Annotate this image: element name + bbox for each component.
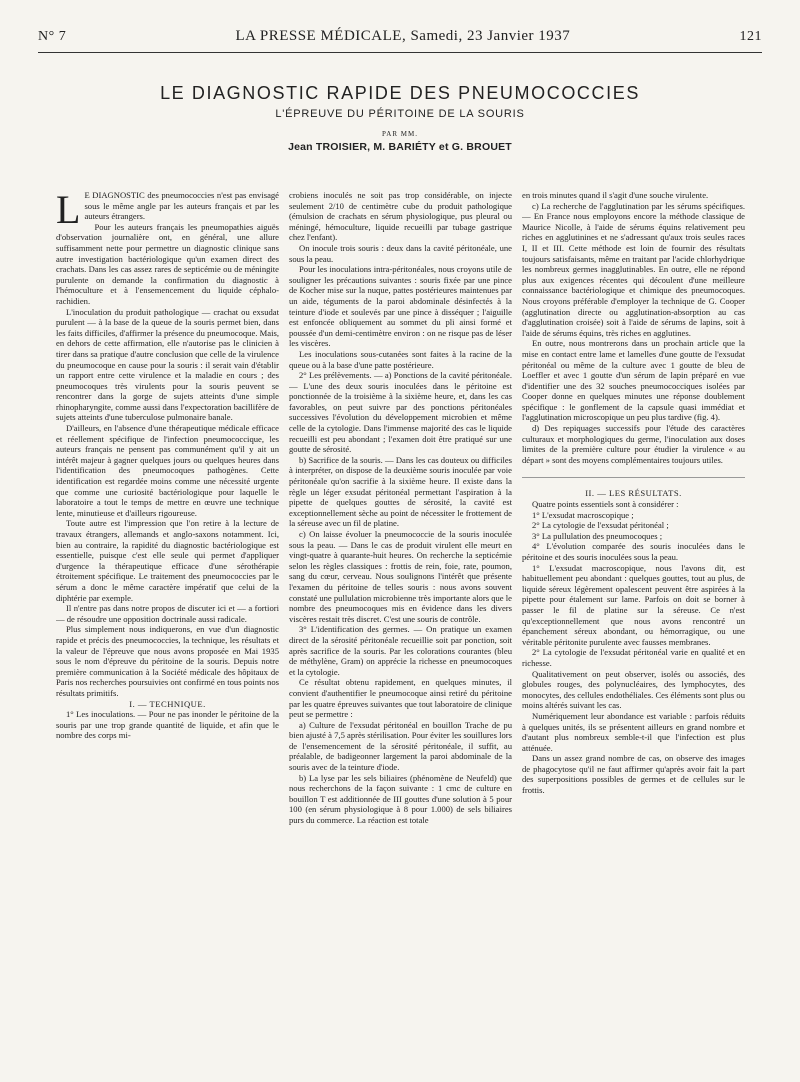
paragraph: En outre, nous montrerons dans un prochain article que la mise en contact entre lame et lamelles d'une goutte de l'exsudat péritonéal ou même de la culture avec 1 goutte de bleu de Loeffler et avec 1 goutte d'un sérum de lapin préparé en vue d'identifier une des 32 souches pneumococciques isolées par Cooper donne en quelques minutes une réponse doublement spécifique : le gonflement de la capsule quasi immédiat et l'agglutination microscopique un peu plus tardive (fig. 4).: [522, 338, 745, 423]
paragraph: crobiens inoculés ne soit pas trop considérable, on injecte seulement 2/10 de centimètre cube du produit pathologique (émulsion de crachats en sérum physiologique, pus pleural ou méningé, hémoculture, liquide recueilli par tubage gastrique chez l'enfant).: [289, 190, 512, 243]
paragraph: c) On laisse évoluer la pneumococcie de la souris inoculée sous la peau. — Dans le cas de produit virulent elle meurt en vingt-quatre à quarante-huit heures. On recherche la septicémie selon les règles classiques : frottis de rein, foie, rate, poumon, sang du cœur, cerveau. Nous soulignons l'intérêt que présente l'examen du péritoine de telles souris : nous avons souvent constaté une pullulation microbienne très importante alors que le nombre des pneumocoques mis en évidence dans les divers viscères restait très discret. C'est une souris de contrôle.: [289, 529, 512, 624]
paragraph: a) Culture de l'exsudat péritonéal en bouillon Trache de pu bien ajusté à 7,5 après stérilisation. Pour éviter les souillures lors de l'ensemencement de la sérosité péritonéale, il suffit, au préalable, de badigeonner largement la paroi abdominale de la souris avec de la teinture d'iode.: [289, 719, 512, 773]
article-subtitle: L'ÉPREUVE DU PÉRITOINE DE LA SOURIS: [275, 108, 525, 120]
paragraph: 3° L'identification des germes. — On pratique un examen direct de la sérosité péritonéale recueillie soit par ponction, soit après sacrifice de la souris. Par les colorations courantes (bleu de méthylène, Gram) on apprécie la richesse en pneumocoques et la cytologie.: [289, 624, 512, 677]
paragraph: Toute autre est l'impression que l'on retire à la lecture de travaux étrangers, allemands et anglo-saxons notamment. Ici, bien au contraire, la rapidité du diagnostic bactériologique est essentielle, puisque c'est elle seule qui permet d'appliquer d'urgence la thérapeutique efficace d'une sérothérapie étroitement spécifique. Le traitement des pneumococcies par le sérum a donc le même caractère impératif que celui de la diphtérie par exemple.: [56, 518, 279, 603]
byline-par: PAR MM.: [382, 130, 418, 138]
paragraph: Pour les auteurs français les pneumopathies aiguës d'observation journalière ont, en général, une allure suffisamment nette pour permettre un diagnostic clinique sans autre investigation bactériologique qu'un examen direct des crachats. Dans les cas assez rares de septicémie ou de méningite purulente on demande la confirmation du diagnostic à l'hémoculture et à l'ensemencement du liquide céphalo-rachidien.: [56, 221, 279, 306]
column-2: [289, 190, 512, 1052]
journal-date: LA PRESSE MÉDICALE, Samedi, 23 Janvier 1937: [235, 28, 571, 44]
text-columns: [56, 190, 746, 1052]
list-item: 2° La cytologie de l'exsudat péritonéal ;: [532, 520, 669, 531]
list-item: 3° La pullulation des pneumocoques ;: [532, 530, 663, 541]
paragraph: Il n'entre pas dans notre propos de discuter ici et — a fortiori — de résoudre une opposition doctrinale aussi radicale.: [56, 603, 279, 624]
column-3: [522, 190, 745, 1052]
list-item: 4° L'évolution comparée des souris inoculées dans le péritoine et des souris inoculées sous la peau.: [522, 541, 745, 562]
drop-cap: L: [56, 190, 81, 232]
paragraph: 2° La cytologie de l'exsudat péritonéal varie en qualité et en richesse.: [522, 647, 745, 668]
list-item: 1° L'exsudat macroscopique ;: [532, 509, 634, 520]
paragraph: 1° Les inoculations. — Pour ne pas inonder le péritoine de la souris par une trop grande quantité de liquide, et afin que le nombre des corps mi-: [56, 709, 279, 741]
issue-number: N° 7: [38, 29, 67, 44]
paragraph: 1° L'exsudat macroscopique, nous l'avons dit, est habituellement peu abondant : quelques gouttes, tout au plus, de liquide séreux légèrement opalescent peuvent être aspirées à la pipette pour étalement sur lame. Parfois on doit se borner à passer le fil de platine sur la séreuse. Ce n'est qu'exceptionnellement que nous avons rencontré un épanchement séreux abondant, ou hémorragique, ou une véritable péritonite purulente avec fausses membranes.: [522, 562, 745, 647]
paragraph: Quatre points essentiels sont à considérer :: [532, 499, 679, 510]
section-heading: II. — LES RÉSULTATS.: [585, 488, 682, 499]
article-authors: Jean TROISIER, M. BARIÉTY et G. BROUET: [288, 141, 512, 153]
paragraph: Plus simplement nous indiquerons, en vue d'un diagnostic rapide et précis des pneumococcies, la technique, les résultats et la valeur de l'épreuve que nous avons proposée en Mai 1935 sous le nom d'épreuve du péritoine de la souris. Depuis notre première communication à la Société médicale des hôpitaux de Paris nos recherches poursuivies ont confirmé en tous points nos résultats primitifs.: [56, 624, 279, 698]
paragraph: Pour les inoculations intra-péritonéales, nous croyons utile de souligner les précautions suivantes : souris fixée par une pince de Kocher mise sur la nuque, pattes postérieures maintenues par un aide, téguments de la paroi abdominale désinfectés à la teinture d'iode et soulevés par une pince à disséquer ; l'aiguille est enfoncée obliquement au sommet du pli ainsi formé et poussée d'un demi-centimètre environ : on ne risque pas de léser les viscères.: [289, 264, 512, 349]
paragraph: b) La lyse par les sels biliaires (phénomène de Neufeld) que nous recherchons de la façon suivante : 1 cmc de culture en bouillon T est additionnée de III gouttes d'une solution à 5 pour 100 (en sérum physiologique à 8 pour 1.000) de sels biliaires purs du commerce. La réaction est totale: [289, 772, 512, 826]
header-rule: [38, 52, 762, 53]
paragraph: Numériquement leur abondance est variable : parfois réduits à quelques unités, ils se présentent ailleurs en grand nombre et d'autant plus nombreux semble-t-il que l'infection est plus atténuée.: [522, 710, 745, 753]
paragraph: On inocule trois souris : deux dans la cavité péritonéale, une sous la peau.: [289, 242, 512, 264]
column-1: [56, 190, 279, 1052]
paragraph: d) Des repiquages successifs pour l'étude des caractères culturaux et morphologiques du germe, l'inoculation aux doses limites de la première culture pour étudier la virulence « au départ » sont des moyens complémentaires toujours utiles.: [522, 423, 745, 465]
section-divider: [522, 477, 745, 478]
paragraph: 2° Les prélèvements. — a) Ponctions de la cavité péritonéale. — L'une des deux souris inoculées dans le péritoine est ponctionnée de la troisième à la sixième heure, et, dans les cas favorables, on peut suivre par des ponctions péritonéales successives l'évolution du développement microbien et même celle de la cytologie. Dans l'immense majorité des cas le liquide recueilli est peu abondant ; l'examen doit être pratiqué sur une goutte de sérosité.: [289, 370, 512, 455]
paragraph: c) La recherche de l'agglutination par les sérums spécifiques. — En France nous employons encore la méthode classique de Maurice Nicolle, à l'aide de sérums équins relativement peu riches en agglutinines et ne s'adressant qu'aux trois seules races I, II et III. Cette méthode est loin de fournir des résultats toujours satisfaisants, même en traitant par l'acide chlorhydrique les nombreux germes inagglutinables. En outre, elle ne répond plus aux exigences récentes qui découlent d'une meilleure connaissance bactériologique et chimique des pneumocoques. Nous croyons préférable d'employer la technique de G. Cooper (agglutination directe ou agglutination-absorption au cas d'agglutination croisée) soit à l'aide de sérums de lapins, soit à l'aide de sérums équins, très riches en agglutines.: [522, 200, 745, 338]
paragraph: L'inoculation du produit pathologique — crachat ou exsudat purulent — à la base de la queue de la souris permet bien, dans les faits difficiles, d'affirmer la présence du pneumocoque. Mais, en dehors de cette affirmation, elle n'autorise pas le clinicien à tirer dans sa pratique d'autre conclusion que celle de la virulence du pneumocoque en cause pour la souris : il serait vain d'établir un rapport entre cette virulence et la maladie en cours ; des pneumocoques très virulents pour la souris peuvent se rencontrer dans la gorge de sujets atteints d'une simple rhinopharyngite, comme aussi dans l'expectoration bacillifère de sujets atteints d'une tuberculose pulmonaire banale.: [56, 306, 279, 423]
article-title: LE DIAGNOSTIC RAPIDE DES PNEUMOCOCCIES: [160, 83, 640, 103]
paragraph-text: E DIAGNOSTIC des pneumococcies n'est pas envisagé sous le même angle par les auteurs français et par les auteurs étrangers.: [84, 190, 279, 222]
running-header: [38, 28, 762, 45]
paragraph: Ce résultat obtenu rapidement, en quelques minutes, il convient d'authentifier le pneumocoque ainsi retiré du péritoine par les quatre épreuves suivantes que tout laboratoire de clinique peut se permettre :: [289, 677, 512, 720]
paragraph: en trois minutes quand il s'agit d'une souche virulente.: [522, 190, 709, 200]
paragraph: Les inoculations sous-cutanées sont faites à la racine de la queue ou à la base d'une patte postérieure.: [289, 348, 512, 370]
paragraph: D'ailleurs, en l'absence d'une thérapeutique médicale efficace et réellement spécifique de l'infection pneumococcique, les auteurs français ne pensent pas communément qu'il y ait un intérêt majeur à gagner quelques jours ou quelques heures dans l'identification des pneumocoques pathogènes. Cette identification est regardée moins comme une nécessité urgente que comme une curiosité bactériologique pour laquelle le laboratoire a tout le temps de mettre en œuvre une technique lente, minutieuse et d'ailleurs rigoureuse.: [56, 423, 279, 518]
section-heading: I. — TECHNIQUE.: [129, 698, 206, 709]
paragraph: b) Sacrifice de la souris. — Dans les cas douteux ou difficiles à interpréter, on dispose de la deuxième souris inoculée par voie péritonéale qu'on sacrifie à la sixième heure. Il existe dans la règle un léger exsudat péritonéal permettant l'aspiration à la pipette de quelques gouttes de sérosité, la cavité est exceptionnellement sèche au point de nécessiter le frottement de la séreuse avec un fil de platine.: [289, 454, 512, 529]
paragraph: [56, 190, 279, 232]
paragraph: Qualitativement on peut observer, isolés ou associés, des globules rouges, des polynucléaires, des lymphocytes, des monocytes, des cellules endothéliales. Ces éléments sont plus ou moins altérés suivant les cas.: [522, 668, 745, 711]
page-number: 121: [739, 29, 762, 44]
paragraph: Dans un assez grand nombre de cas, on observe des images de phagocytose qu'il ne faut affirmer qu'après avoir fait la part des superpositions possibles de germes et de cellules sur le frottis.: [522, 753, 745, 796]
